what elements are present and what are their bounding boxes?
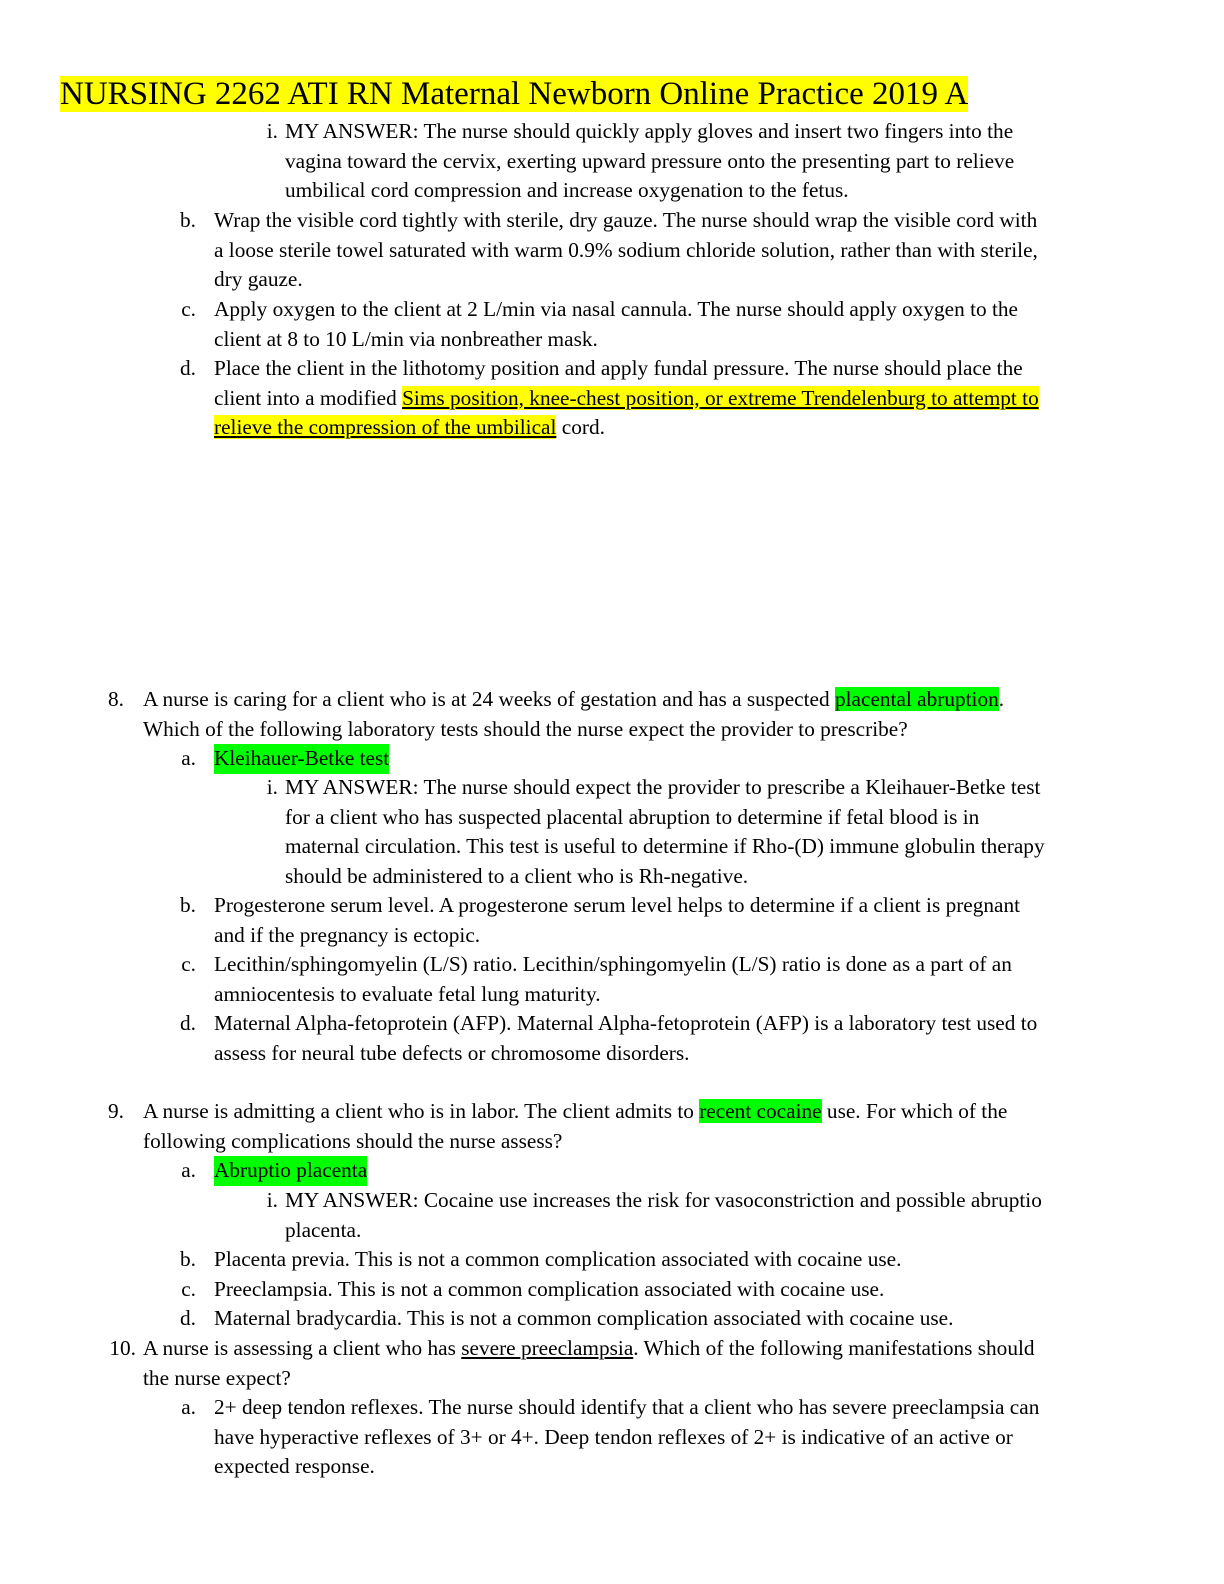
question-stem xyxy=(143,1334,1035,1393)
question-stem xyxy=(143,1097,1007,1156)
question-number: 10. xyxy=(109,1336,136,1360)
text-line: Lecithin/sphingomyelin (L/S) ratio. Lecithin/sphingomyelin (L/S) ratio is done as a part of an xyxy=(214,952,1012,976)
text-line: client at 8 to 10 L/min via nonbreather mask. xyxy=(214,326,598,351)
highlighted-text: relieve the compression of the umbilical xyxy=(214,415,557,439)
text-line: vagina toward the cervix, exerting upward pressure onto the presenting part to relieve xyxy=(285,148,1015,173)
option-label: a. xyxy=(181,1395,196,1419)
q7-answer-text xyxy=(285,117,1014,206)
text-segment: A nurse is admitting a client who is in labor. The client admits to xyxy=(143,1099,700,1123)
text-line: the nurse expect? xyxy=(143,1365,291,1390)
text-line xyxy=(214,413,1039,443)
text-line: a loose sterile towel saturated with warm 0.9% sodium chloride solution, rather than with sterile, xyxy=(214,237,1038,262)
option-text xyxy=(214,950,1012,1009)
text-line: should be administered to a client who is Rh-negative. xyxy=(285,863,749,888)
text-line: placenta. xyxy=(285,1217,362,1242)
q9-answer-label: i. xyxy=(266,1188,278,1212)
option-text xyxy=(214,295,1018,354)
text-line: MY ANSWER: Cocaine use increases the risk for vasoconstriction and possible abruptio xyxy=(285,1188,1042,1212)
text-line: assess for neural tube defects or chromosome disorders. xyxy=(214,1040,690,1065)
option-label: d. xyxy=(180,356,196,380)
text-line: maternal circulation. This test is useful to determine if Rho-(D) immune globulin therapy xyxy=(285,834,1045,858)
text-line: umbilical cord compression and increase oxygenation to the fetus. xyxy=(285,178,849,202)
q8-answer-label: i. xyxy=(266,775,278,799)
text-line: have hyperactive reflexes of 3+ or 4+. Deep tendon reflexes of 2+ is indicative of an active or xyxy=(214,1424,1013,1449)
text-line: Maternal Alpha-fetoprotein (AFP). Maternal Alpha-fetoprotein (AFP) is a laboratory test used to xyxy=(214,1011,1038,1035)
option-label: d. xyxy=(180,1306,196,1330)
highlighted-text: Sims position, knee-chest position, or extreme Trendelenburg to attempt to xyxy=(402,385,1039,410)
option-label: b. xyxy=(180,208,196,232)
option-label: c. xyxy=(181,952,196,976)
option-text xyxy=(214,1245,901,1275)
text-segment: client into a modified xyxy=(214,385,403,410)
option-text xyxy=(214,354,1039,443)
highlighted-text: recent cocaine xyxy=(699,1099,822,1123)
q7-answer-label: i. xyxy=(266,119,278,143)
q8-answer-text xyxy=(285,773,1045,891)
text-line: and if the pregnancy is ectopic. xyxy=(214,922,481,947)
text-line: expected response. xyxy=(214,1454,375,1478)
q9-answer-text xyxy=(285,1186,1042,1245)
option-text xyxy=(214,1304,953,1334)
question-stem xyxy=(143,685,1004,744)
option-text xyxy=(214,891,1020,950)
text-line: Place the client in the lithotomy position and apply fundal pressure. The nurse should place the xyxy=(214,356,1023,380)
document-title-text: NURSING 2262 ATI RN Maternal Newborn Online Practice 2019 A xyxy=(60,76,969,112)
text-line: dry gauze. xyxy=(214,267,303,291)
correct-answer-highlight: Kleihauer-Betke test xyxy=(214,744,389,774)
text-line xyxy=(143,1097,1007,1127)
text-segment: cord. xyxy=(556,415,605,439)
text-segment: A nurse is assessing a client who has xyxy=(143,1336,462,1360)
option-label: c. xyxy=(181,1277,196,1301)
option-label: d. xyxy=(180,1011,196,1035)
text-line: Which of the following laboratory tests should the nurse expect the provider to prescribe? xyxy=(143,716,908,741)
text-segment: use. For which of the xyxy=(821,1099,1008,1123)
option-label: c. xyxy=(181,297,196,321)
option-text xyxy=(214,1156,367,1186)
text-line: Progesterone serum level. A progesterone serum level helps to determine if a client is pregnant xyxy=(214,893,1021,917)
text-line: Apply oxygen to the client at 2 L/min via nasal cannula. The nurse should apply oxygen to the xyxy=(214,297,1018,321)
option-text xyxy=(214,744,389,774)
text-line xyxy=(214,384,1039,414)
text-line xyxy=(143,1334,1035,1364)
text-segment: . xyxy=(998,687,1005,711)
text-line xyxy=(143,685,1004,715)
text-line: for a client who has suspected placental abruption to determine if fetal blood is in xyxy=(285,804,980,829)
option-text xyxy=(214,1393,1039,1482)
highlighted-text: placental abruption xyxy=(834,687,999,711)
text-segment: . Which of the following manifestations should xyxy=(633,1336,1035,1360)
underlined-text: severe preeclampsia xyxy=(461,1336,634,1360)
option-label: b. xyxy=(180,1247,196,1271)
document-title xyxy=(60,72,968,116)
text-line: Maternal bradycardia. This is not a common complication associated with cocaine use. xyxy=(214,1306,954,1330)
option-label: a. xyxy=(181,746,196,770)
text-line: Placenta previa. This is not a common complication associated with cocaine use. xyxy=(214,1247,902,1271)
text-line: following complications should the nurse assess? xyxy=(143,1128,563,1153)
correct-answer-highlight: Abruptio placenta xyxy=(214,1156,367,1186)
question-number: 8. xyxy=(108,687,124,711)
text-line: MY ANSWER: The nurse should expect the provider to prescribe a Kleihauer-Betke test xyxy=(285,775,1041,799)
option-text xyxy=(214,1009,1037,1068)
option-text xyxy=(214,1275,884,1305)
question-number: 9. xyxy=(108,1099,124,1123)
text-line: amniocentesis to evaluate fetal lung maturity. xyxy=(214,981,601,1006)
text-line: Wrap the visible cord tightly with sterile, dry gauze. The nurse should wrap the visible cord with xyxy=(214,208,1038,232)
option-text xyxy=(214,206,1038,295)
text-line: MY ANSWER: The nurse should quickly apply gloves and insert two fingers into the xyxy=(285,119,1014,143)
option-label: a. xyxy=(181,1158,196,1182)
text-line: Preeclampsia. This is not a common complication associated with cocaine use. xyxy=(214,1277,885,1301)
text-segment: A nurse is caring for a client who is at 24 weeks of gestation and has a suspected xyxy=(143,687,835,711)
text-line: 2+ deep tendon reflexes. The nurse should identify that a client who has severe preeclampsia can xyxy=(214,1395,1040,1419)
option-label: b. xyxy=(180,893,196,917)
